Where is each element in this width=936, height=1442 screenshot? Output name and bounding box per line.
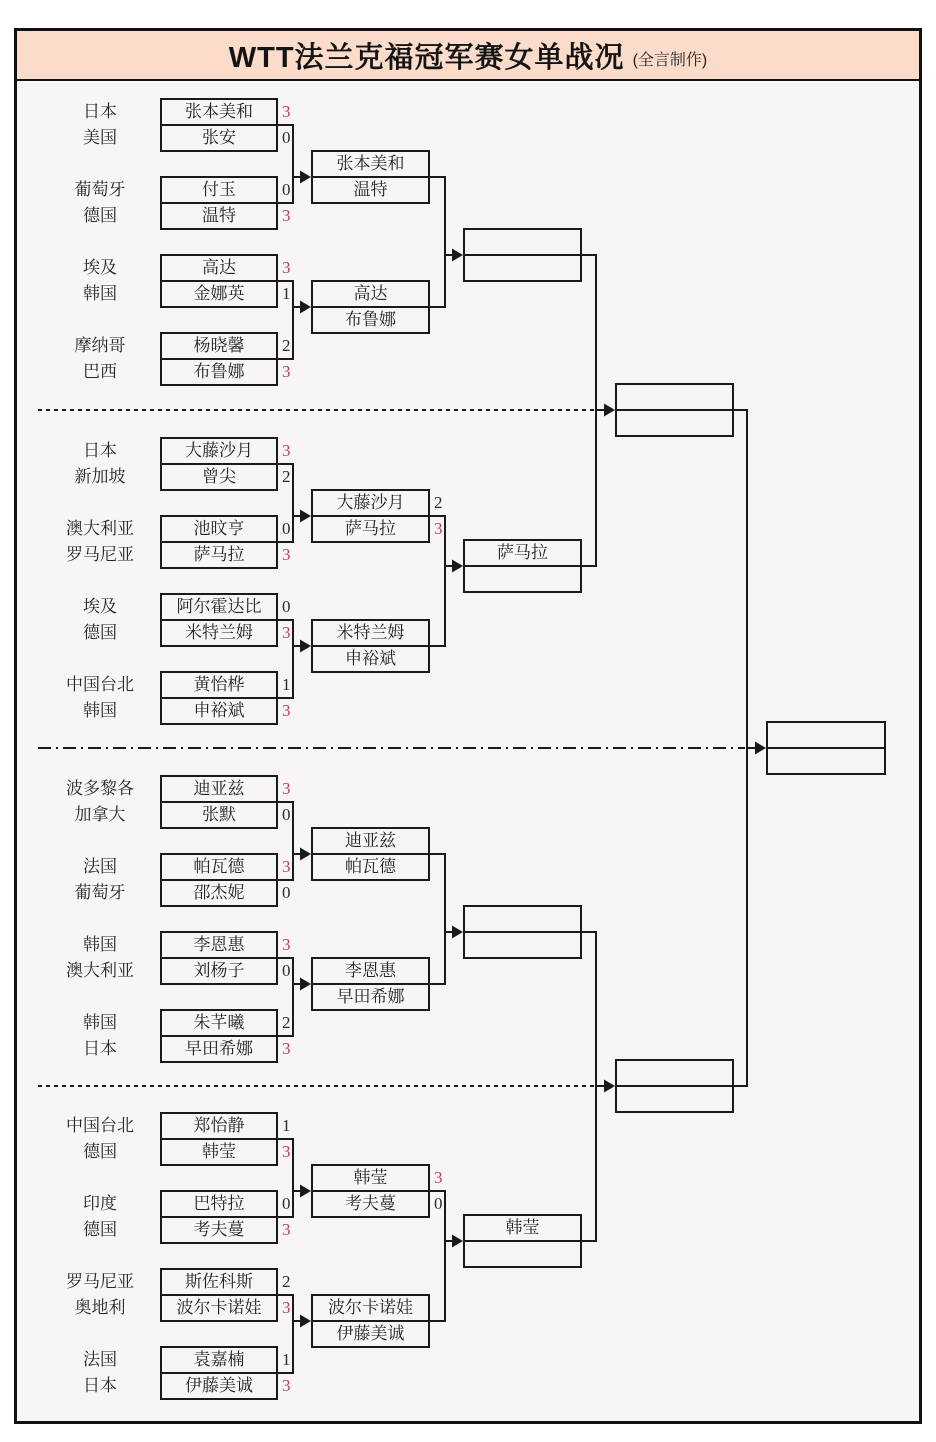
qf-box <box>463 228 582 282</box>
country-label: 巴西 <box>83 362 117 381</box>
player-score: 0 <box>282 805 291 824</box>
player-score: 1 <box>282 1116 291 1135</box>
player-name: 申裕斌 <box>162 697 276 723</box>
player-name <box>465 254 580 280</box>
country-label: 埃及 <box>83 258 117 277</box>
player-score: 1 <box>282 675 291 694</box>
player-score: 2 <box>282 336 291 355</box>
player-score: 3 <box>434 519 443 538</box>
player-score: 3 <box>282 206 291 225</box>
country-label: 法国 <box>83 857 117 876</box>
player-score: 2 <box>282 1272 291 1291</box>
player-name <box>617 385 732 409</box>
country-label: 日本 <box>83 1376 117 1395</box>
r2-match-box <box>311 827 430 881</box>
country-label: 德国 <box>83 206 117 225</box>
player-name: 李恩惠 <box>345 961 396 980</box>
country-label: 葡萄牙 <box>74 883 126 902</box>
player-name: 池旼亨 <box>193 519 245 538</box>
player-name: 迪亚兹 <box>345 831 396 850</box>
r1-match-box <box>160 931 278 985</box>
player-score: 3 <box>282 1298 291 1317</box>
player-score: 0 <box>282 180 291 199</box>
player-name: 萨马拉 <box>313 515 428 541</box>
player-score: 0 <box>282 128 291 147</box>
player-name: 大藤沙月 <box>336 493 405 512</box>
player-score: 0 <box>434 1194 443 1213</box>
player-score: 1 <box>282 1350 291 1369</box>
title-credit: (全言制作) <box>632 51 708 69</box>
player-name: 萨马拉 <box>497 543 548 562</box>
country-label: 澳大利亚 <box>66 961 134 980</box>
r1-match-box <box>160 671 278 725</box>
player-score: 3 <box>282 545 291 564</box>
player-name: 黄怡桦 <box>193 675 245 694</box>
country-label: 德国 <box>83 1220 117 1239</box>
country-label: 法国 <box>83 1350 117 1369</box>
player-name: 张本美和 <box>185 102 253 121</box>
r2-match-box <box>311 150 430 204</box>
player-name: 考夫蔓 <box>313 1190 428 1216</box>
player-score: 3 <box>282 701 291 720</box>
r1-match-box <box>160 853 278 907</box>
page-title: WTT法兰克福冠军赛女单战况 <box>228 41 625 74</box>
player-score: 0 <box>282 519 291 538</box>
r2-match-box <box>311 619 430 673</box>
r1-match-box <box>160 1346 278 1400</box>
player-name <box>465 230 580 254</box>
player-score: 3 <box>282 441 291 460</box>
player-score: 2 <box>434 493 443 512</box>
player-score: 3 <box>282 1039 291 1058</box>
country-label: 中国台北 <box>66 1116 134 1135</box>
player-name: 张本美和 <box>336 154 405 173</box>
player-name: 刘杨子 <box>162 957 276 983</box>
player-name: 阿尔霍达比 <box>176 597 262 616</box>
player-name: 韩莹 <box>353 1168 388 1187</box>
player-score: 3 <box>434 1168 443 1187</box>
player-score: 3 <box>282 857 291 876</box>
player-name: 考夫蔓 <box>162 1216 276 1242</box>
country-label: 新加坡 <box>74 467 126 486</box>
country-label: 韩国 <box>83 935 117 954</box>
r2-match-box <box>311 957 430 1011</box>
player-score: 3 <box>282 779 291 798</box>
player-name: 布鲁娜 <box>313 306 428 332</box>
r1-match-box <box>160 1190 278 1244</box>
player-score: 0 <box>282 1194 291 1213</box>
player-name: 金娜英 <box>162 280 276 306</box>
country-label: 韩国 <box>83 1013 117 1032</box>
player-name: 李恩惠 <box>193 935 245 954</box>
player-name: 曾尖 <box>162 463 276 489</box>
r1-match-box <box>160 437 278 491</box>
player-score: 3 <box>282 1376 291 1395</box>
player-score: 0 <box>282 597 291 616</box>
r1-match-box <box>160 332 278 386</box>
country-label: 加拿大 <box>74 805 126 824</box>
country-label: 波多黎各 <box>66 779 134 798</box>
r1-match-box <box>160 1009 278 1063</box>
r2-match-box <box>311 280 430 334</box>
player-name: 斯佐科斯 <box>185 1272 253 1291</box>
player-name: 米特兰姆 <box>336 623 405 642</box>
country-label: 罗马尼亚 <box>66 1272 134 1291</box>
final-box <box>766 721 886 775</box>
r1-match-box <box>160 775 278 829</box>
r1-match-box <box>160 1112 278 1166</box>
player-name: 萨马拉 <box>162 541 276 567</box>
player-name: 袁嘉楠 <box>193 1350 245 1369</box>
player-name: 温特 <box>313 176 428 202</box>
country-label: 葡萄牙 <box>74 180 126 199</box>
player-name: 高达 <box>202 258 236 277</box>
r2-match-box <box>311 1294 430 1348</box>
player-name: 帕瓦德 <box>193 857 245 876</box>
player-name: 巴特拉 <box>193 1194 245 1213</box>
player-name: 韩莹 <box>162 1138 276 1164</box>
player-name: 早田希娜 <box>162 1035 276 1061</box>
country-label: 日本 <box>83 102 117 121</box>
country-label: 摩纳哥 <box>74 336 126 355</box>
r1-match-box <box>160 593 278 647</box>
player-score: 3 <box>282 935 291 954</box>
player-score: 3 <box>282 1142 291 1161</box>
player-name: 韩莹 <box>505 1218 540 1237</box>
sf-box <box>615 383 734 437</box>
player-name: 付玉 <box>202 180 236 199</box>
player-name: 布鲁娜 <box>162 358 276 384</box>
country-label: 日本 <box>83 1039 117 1058</box>
player-name <box>465 907 580 931</box>
country-label: 罗马尼亚 <box>66 545 134 564</box>
player-name <box>617 1061 732 1085</box>
country-label: 日本 <box>83 441 117 460</box>
player-name: 杨晓馨 <box>193 336 245 355</box>
country-label: 埃及 <box>83 597 117 616</box>
player-name: 大藤沙月 <box>185 441 253 460</box>
country-label: 中国台北 <box>66 675 134 694</box>
player-name: 郑怡静 <box>193 1116 245 1135</box>
player-name: 温特 <box>162 202 276 228</box>
country-label: 德国 <box>83 1142 117 1161</box>
player-score: 3 <box>282 1220 291 1239</box>
player-score: 3 <box>282 102 291 121</box>
r2-match-box <box>311 1164 430 1218</box>
player-name: 早田希娜 <box>313 983 428 1009</box>
qf-box <box>463 539 582 593</box>
title-bar <box>17 31 919 81</box>
r1-match-box <box>160 254 278 308</box>
player-name: 高达 <box>353 284 388 303</box>
player-name: 张默 <box>162 801 276 827</box>
r1-match-box <box>160 515 278 569</box>
player-name <box>768 747 884 773</box>
country-label: 韩国 <box>83 284 117 303</box>
player-score: 0 <box>282 961 291 980</box>
player-name <box>617 409 732 435</box>
player-name: 伊藤美诚 <box>313 1320 428 1346</box>
player-name <box>617 1085 732 1111</box>
player-score: 2 <box>282 1013 291 1032</box>
player-score: 3 <box>282 362 291 381</box>
player-name: 米特兰姆 <box>162 619 276 645</box>
player-score: 1 <box>282 284 291 303</box>
player-name: 帕瓦德 <box>313 853 428 879</box>
player-name: 申裕斌 <box>313 645 428 671</box>
player-name <box>465 1240 580 1266</box>
country-label: 美国 <box>83 128 117 147</box>
player-name: 波尔卡诺娃 <box>328 1298 413 1317</box>
player-name <box>768 723 884 747</box>
r2-match-box <box>311 489 430 543</box>
r1-match-box <box>160 1268 278 1322</box>
player-score: 0 <box>282 883 291 902</box>
country-label: 奥地利 <box>74 1298 126 1317</box>
player-name: 张安 <box>162 124 276 150</box>
player-score: 2 <box>282 467 291 486</box>
player-score: 3 <box>282 623 291 642</box>
r1-match-box <box>160 98 278 152</box>
player-name <box>465 565 580 591</box>
qf-box <box>463 905 582 959</box>
country-label: 德国 <box>83 623 117 642</box>
country-label: 印度 <box>83 1194 117 1213</box>
country-label: 澳大利亚 <box>66 519 134 538</box>
r1-match-box <box>160 176 278 230</box>
player-name <box>465 931 580 957</box>
player-name: 波尔卡诺娃 <box>162 1294 276 1320</box>
player-name: 邵杰妮 <box>162 879 276 905</box>
player-name: 朱芊曦 <box>193 1013 245 1032</box>
player-name: 伊藤美诚 <box>162 1372 276 1398</box>
qf-box <box>463 1214 582 1268</box>
country-label: 韩国 <box>83 701 117 720</box>
player-name: 迪亚兹 <box>193 779 245 798</box>
sf-box <box>615 1059 734 1113</box>
player-score: 3 <box>282 258 291 277</box>
